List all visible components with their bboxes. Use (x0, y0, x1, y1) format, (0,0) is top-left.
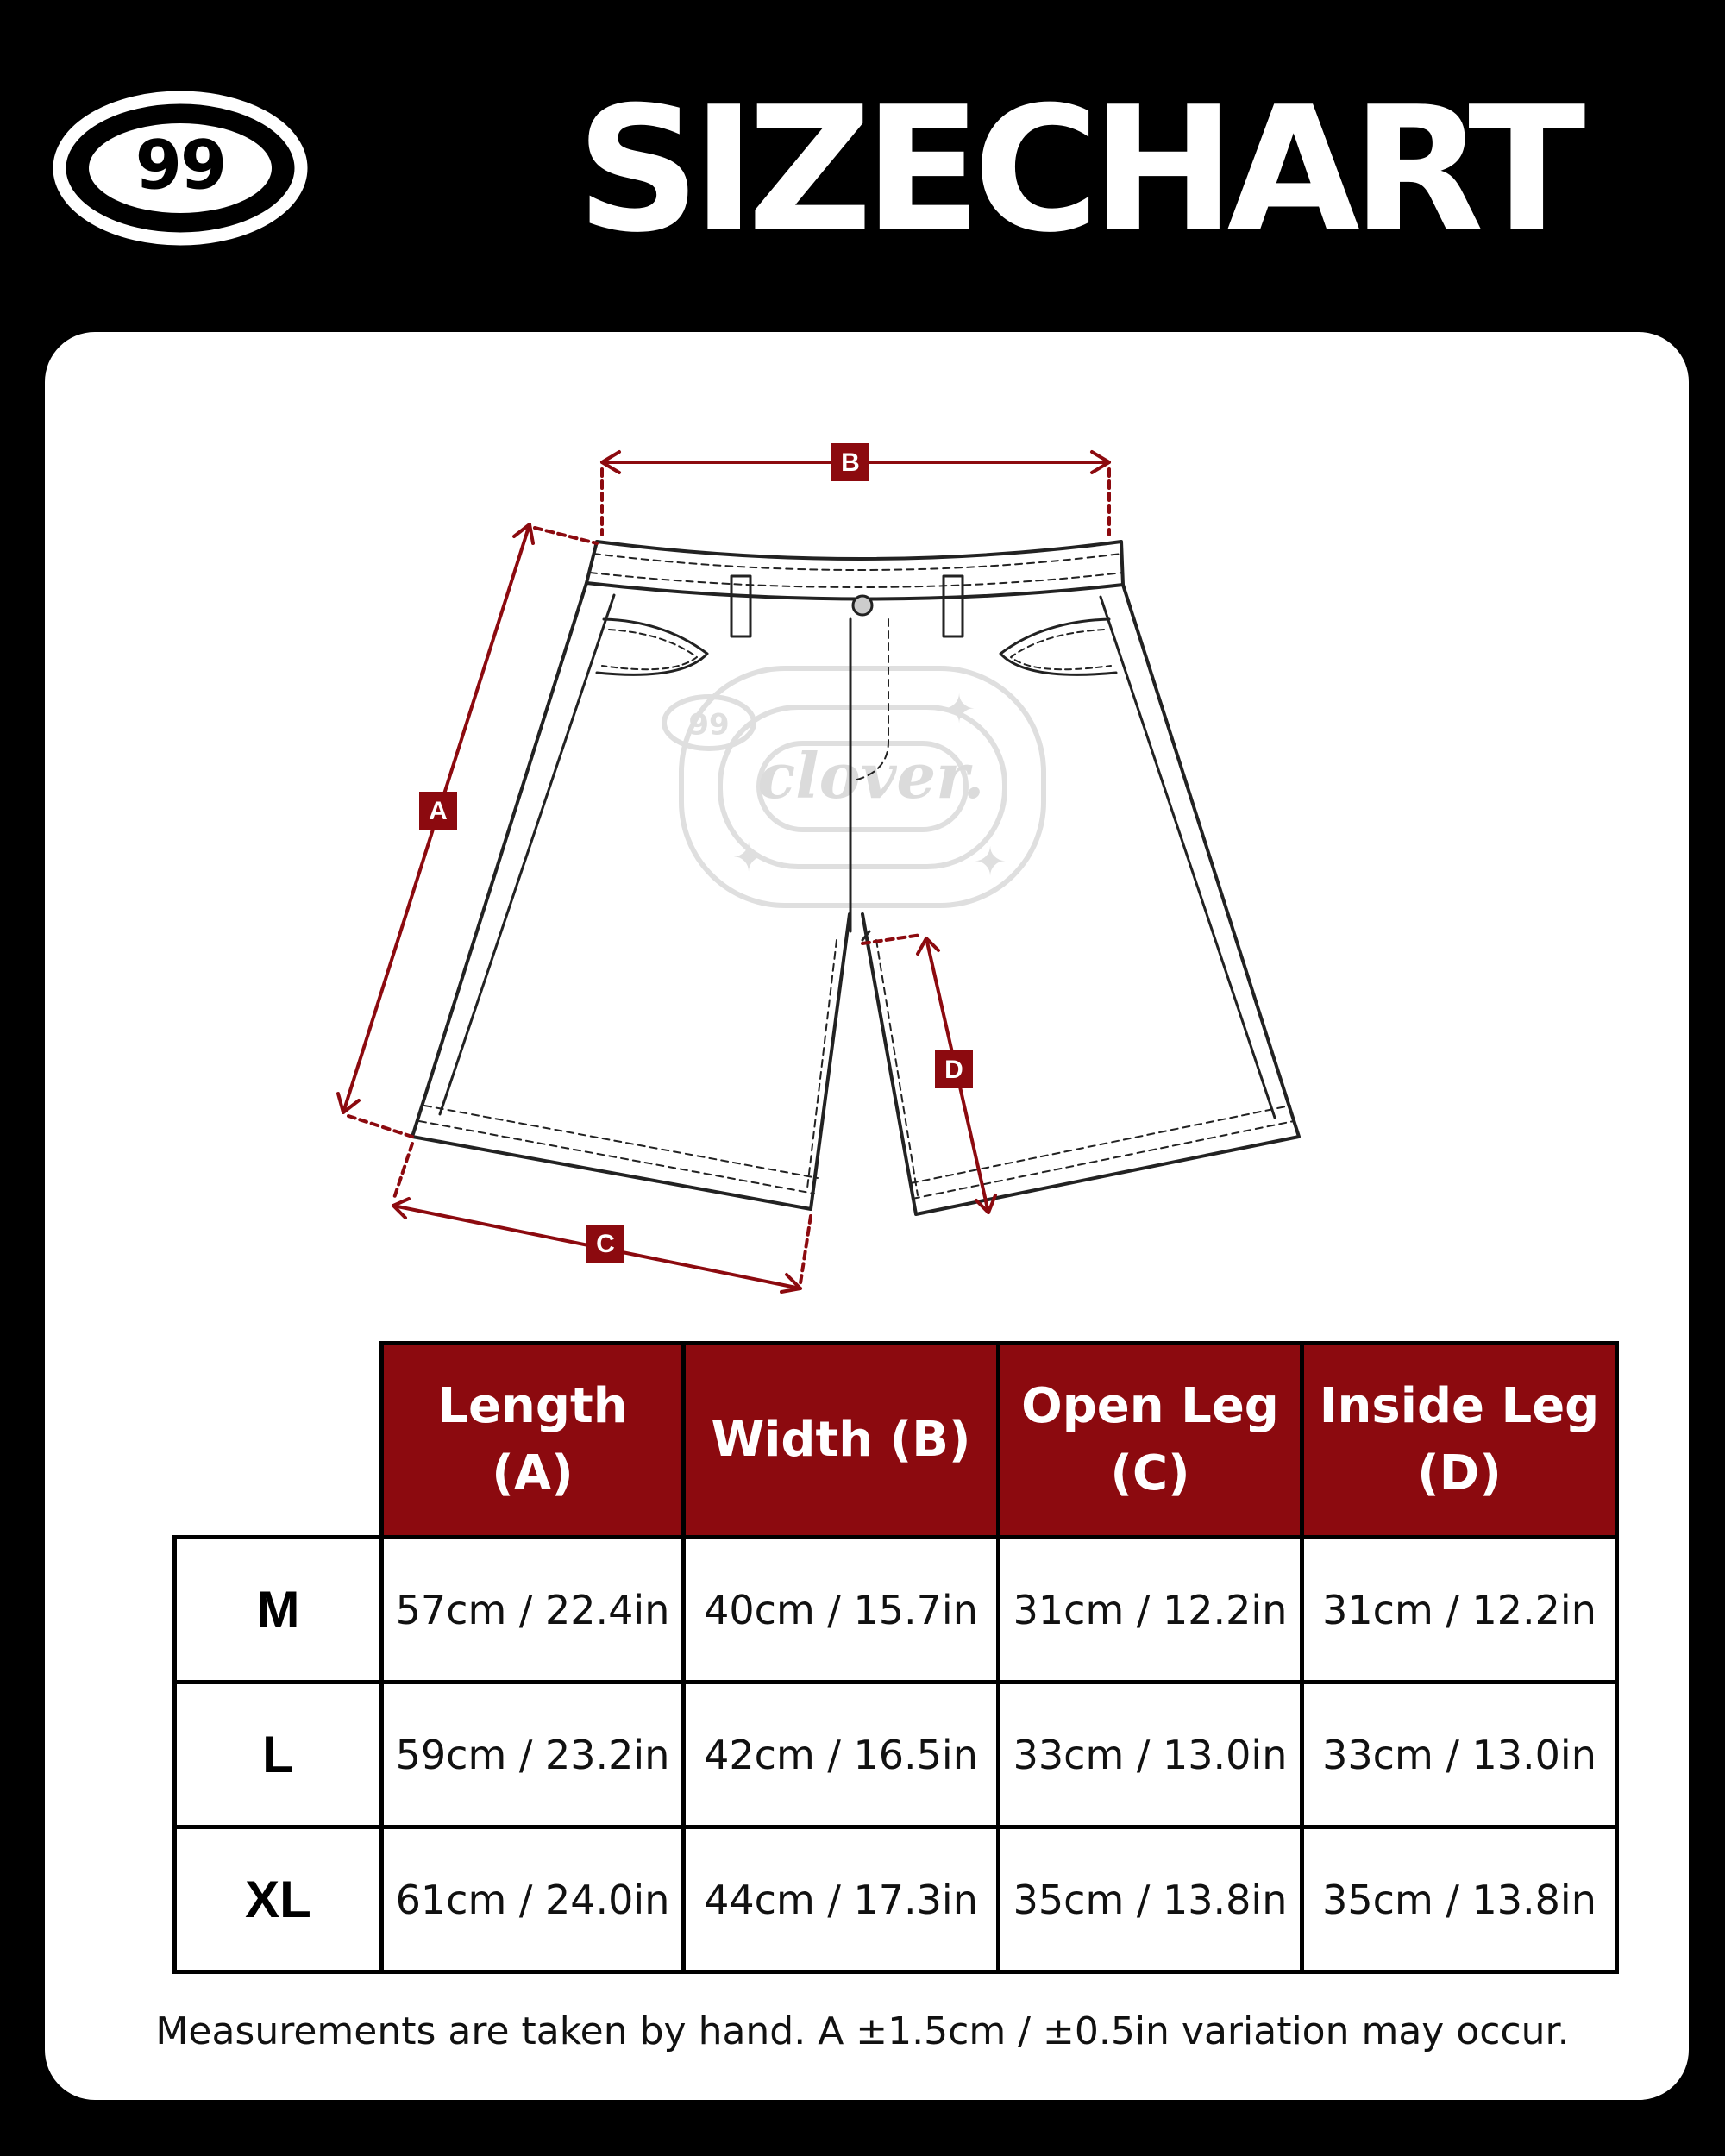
cell-open-leg: 31cm / 12.2in (999, 1538, 1302, 1683)
star-icon: ✦ (731, 835, 766, 880)
cell-inside-leg: 35cm / 13.8in (1302, 1827, 1617, 1972)
header-length (382, 1344, 684, 1538)
marker-a (419, 792, 457, 830)
header-open-leg-line2: (C) (1110, 1445, 1190, 1501)
header-width (684, 1344, 999, 1538)
cell-length: 59cm / 23.2in (382, 1683, 684, 1827)
table-row (175, 1538, 1617, 1683)
cell-inside-leg: 31cm / 12.2in (1302, 1538, 1617, 1683)
size-table (172, 1341, 1619, 1974)
table-header-row (175, 1344, 1617, 1538)
cell-width: 40cm / 15.7in (684, 1538, 999, 1683)
header-inside-leg (1302, 1344, 1617, 1538)
star-icon: ✦ (942, 686, 976, 731)
cell-open-leg: 33cm / 13.0in (999, 1683, 1302, 1827)
watermark-logo: 99 (688, 707, 730, 743)
size-label: XL (175, 1827, 382, 1972)
table-row (175, 1827, 1617, 1972)
marker-c (586, 1225, 624, 1263)
star-icon: ✦ (973, 839, 1007, 884)
marker-a-label: A (429, 796, 448, 825)
marker-c-label: C (596, 1229, 615, 1258)
header-width-label: Width (B) (711, 1412, 971, 1468)
cell-open-leg: 35cm / 13.8in (999, 1827, 1302, 1972)
brand-logo-text: 99 (135, 127, 226, 205)
marker-d-label: D (944, 1055, 963, 1084)
cell-length: 61cm / 24.0in (382, 1827, 684, 1972)
size-label: M (175, 1538, 382, 1683)
marker-d (935, 1050, 973, 1088)
cell-inside-leg: 33cm / 13.0in (1302, 1683, 1617, 1827)
watermark (664, 668, 1044, 906)
cell-width: 42cm / 16.5in (684, 1683, 999, 1827)
page-title: SIZECHART (576, 70, 1578, 271)
table-corner (175, 1344, 382, 1538)
header-inside-leg-line1: Inside Leg (1319, 1378, 1600, 1434)
table-row (175, 1683, 1617, 1827)
marker-b (831, 443, 869, 481)
marker-b-label: B (841, 448, 860, 477)
watermark-text: clover. (757, 739, 985, 812)
header-open-leg-line1: Open Leg (1021, 1378, 1279, 1434)
measurement-note: Measurements are taken by hand. A ±1.5cm / ±0.5in variation may occur. (155, 2009, 1570, 2053)
header-inside-leg-line2: (D) (1417, 1445, 1502, 1501)
header-length-label: Length (A) (437, 1378, 628, 1501)
cell-length: 57cm / 22.4in (382, 1538, 684, 1683)
shorts-outline (412, 542, 1299, 1214)
header-open-leg (999, 1344, 1302, 1538)
size-label: L (175, 1683, 382, 1827)
cell-width: 44cm / 17.3in (684, 1827, 999, 1972)
